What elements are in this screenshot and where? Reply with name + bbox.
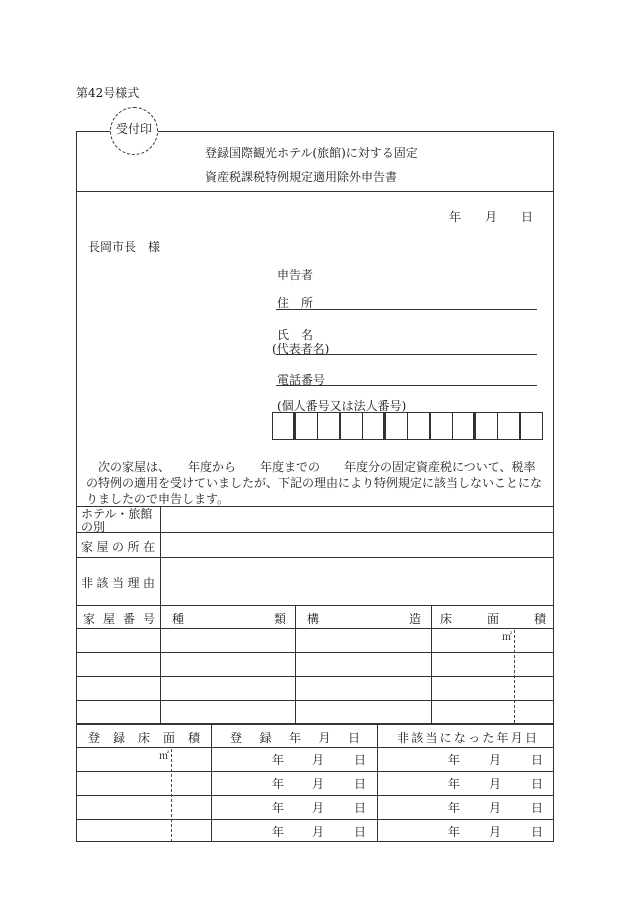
reason-label-char: 該 xyxy=(96,576,109,590)
phone-field[interactable] xyxy=(276,385,537,386)
id-digit-box[interactable] xyxy=(295,412,318,440)
hotel-type-label-line-1: ホテル・旅館 xyxy=(81,507,153,521)
table2-row2-bottom xyxy=(76,795,554,796)
reg-date-year-label: 年 xyxy=(272,801,285,815)
ineligible-date-header-char: た xyxy=(482,731,495,745)
address-field[interactable] xyxy=(276,309,537,310)
reg-area-header-char: 登 xyxy=(88,731,101,745)
table2-row1-bottom xyxy=(76,771,554,772)
id-digit-box[interactable] xyxy=(452,412,475,440)
representative-label: (代表者名) xyxy=(272,342,330,356)
house-number-header xyxy=(83,610,155,627)
reg-date-day-label: 日 xyxy=(354,825,367,839)
location-label xyxy=(81,538,155,555)
location-label-char: 屋 xyxy=(96,540,109,554)
structure-header-char: 構 xyxy=(307,612,320,626)
table2-col-2 xyxy=(377,723,378,842)
location-label-char: 家 xyxy=(81,540,94,554)
ineligible-date-day-label: 日 xyxy=(531,753,544,767)
house-number-header-char: 号 xyxy=(142,612,155,626)
location-label-char: 在 xyxy=(142,540,155,554)
floor-area-header xyxy=(440,610,546,627)
table1-header-bottom xyxy=(76,628,554,629)
addressee: 長岡市長 様 xyxy=(88,240,161,254)
address-label: 住 所 xyxy=(277,296,314,310)
info-column-divider xyxy=(160,506,161,605)
id-number-label: (個人番号又は法人番号) xyxy=(277,399,407,413)
structure-header-char: 造 xyxy=(408,612,421,626)
divider-location xyxy=(76,557,554,558)
type-header-char: 種 xyxy=(172,612,185,626)
reg-date-month-label: 月 xyxy=(312,801,325,815)
reg-date-month-label: 月 xyxy=(312,825,325,839)
table1-col-1 xyxy=(160,605,161,723)
floor-area-header-char: 面 xyxy=(486,612,499,626)
reason-label-char: 由 xyxy=(142,576,155,590)
house-number-header-char: 番 xyxy=(122,612,135,626)
structure-header xyxy=(307,610,421,627)
reg-date-header-char: 登 xyxy=(230,731,243,745)
ineligible-date-day-label: 日 xyxy=(531,825,544,839)
ineligible-date-header-char: 年 xyxy=(496,731,509,745)
ineligible-date-header xyxy=(397,729,537,746)
reg-date-day-label: 日 xyxy=(354,753,367,767)
declaration-line-1: 次の家屋は、 年度から 年度までの 年度分の固定資産税について、税率 xyxy=(86,460,536,474)
reg-area-header-char: 積 xyxy=(187,731,200,745)
floor-area-header-char: 積 xyxy=(533,612,546,626)
declaration-line-2: の特例の適用を受けていましたが、下記の理由により特例規定に該当しないことにな xyxy=(86,476,543,490)
ineligible-date-year-label: 年 xyxy=(448,753,461,767)
reg-area-header-char: 録 xyxy=(112,731,125,745)
table1-bottom xyxy=(76,723,554,725)
reg-date-year-label: 年 xyxy=(272,777,285,791)
reg-date-month-label: 月 xyxy=(312,777,325,791)
reg-area-header xyxy=(88,729,200,746)
stamp-label: 受付印 xyxy=(115,122,152,136)
ineligible-date-day-label: 日 xyxy=(531,801,544,815)
ineligible-date-month-label: 月 xyxy=(489,801,502,815)
table2-header-bottom xyxy=(76,747,554,748)
reason-label-char: 理 xyxy=(127,576,140,590)
reason-label-char: 当 xyxy=(111,576,124,590)
name-field[interactable] xyxy=(276,354,537,355)
ineligible-date-header-char: 当 xyxy=(425,731,438,745)
ineligible-date-year-label: 年 xyxy=(448,777,461,791)
phone-label: 電話番号 xyxy=(277,373,326,387)
reason-label xyxy=(81,574,155,591)
ineligible-date-header-char: 日 xyxy=(524,731,537,745)
ineligible-date-header-char: 該 xyxy=(411,731,424,745)
ineligible-date-month-label: 月 xyxy=(489,777,502,791)
applicant-heading: 申告者 xyxy=(277,268,314,282)
form-number: 第42号様式 xyxy=(76,86,140,100)
type-header-char: 類 xyxy=(273,612,286,626)
table1-row2-bottom xyxy=(76,676,554,677)
reg-date-day-label: 日 xyxy=(354,801,367,815)
title-line-1: 登録国際観光ホテル(旅館)に対する固定 xyxy=(205,146,418,160)
date-month-label: 月 xyxy=(485,210,498,224)
id-digit-box[interactable] xyxy=(475,412,498,440)
ineligible-date-header-char: っ xyxy=(468,731,481,745)
reg-area-header-char: 床 xyxy=(137,731,150,745)
reg-date-year-label: 年 xyxy=(272,753,285,767)
divider-reason xyxy=(76,605,554,606)
table1-col-3 xyxy=(431,605,432,723)
table1-row3-bottom xyxy=(76,700,554,701)
ineligible-date-day-label: 日 xyxy=(531,777,544,791)
ineligible-date-header-char: 非 xyxy=(397,731,410,745)
location-label-char: 所 xyxy=(127,540,140,554)
hotel-type-label xyxy=(81,508,152,534)
id-digit-box[interactable] xyxy=(385,412,408,440)
id-digit-box[interactable] xyxy=(407,412,430,440)
ineligible-date-header-char: に xyxy=(439,731,452,745)
type-header xyxy=(172,610,286,627)
reg-date-header-char: 月 xyxy=(318,731,331,745)
id-digit-box[interactable] xyxy=(362,412,385,440)
reg-date-header-char: 年 xyxy=(288,731,301,745)
reg-date-year-label: 年 xyxy=(272,825,285,839)
reg-area-header-char: 面 xyxy=(162,731,175,745)
id-digit-box[interactable] xyxy=(317,412,340,440)
id-digit-box[interactable] xyxy=(340,412,363,440)
ineligible-date-year-label: 年 xyxy=(448,825,461,839)
reg-date-header-char: 録 xyxy=(259,731,272,745)
reg-date-month-label: 月 xyxy=(312,753,325,767)
reception-stamp xyxy=(110,107,158,155)
declaration-text xyxy=(86,459,546,507)
reg-date-header xyxy=(230,729,360,746)
title-line-2: 資産税課税特例規定適用除外申告書 xyxy=(205,170,398,184)
table1-row1-bottom xyxy=(76,652,554,653)
reg-area-unit: ㎡ xyxy=(159,751,169,762)
hotel-type-label-line-2: の別 xyxy=(81,520,106,534)
divider-title xyxy=(76,191,554,192)
ineligible-date-year-label: 年 xyxy=(448,801,461,815)
ineligible-date-month-label: 月 xyxy=(489,753,502,767)
ineligible-date-header-char: 月 xyxy=(510,731,523,745)
ineligible-date-month-label: 月 xyxy=(489,825,502,839)
date-year-label: 年 xyxy=(449,210,462,224)
id-digit-box[interactable] xyxy=(497,412,520,440)
location-label-char: の xyxy=(111,540,124,554)
name-label: 氏 名 xyxy=(277,328,314,342)
floor-area-header-char: 床 xyxy=(440,612,453,626)
declaration-line-3: りましたので申告します。 xyxy=(86,492,230,506)
reg-area-decimal-guide xyxy=(171,749,172,842)
reg-date-day-label: 日 xyxy=(354,777,367,791)
floor-area-unit: ㎡ xyxy=(502,632,512,643)
table1-col-2 xyxy=(295,605,296,723)
reg-date-header-char: 日 xyxy=(347,731,360,745)
table2-row3-bottom xyxy=(76,819,554,820)
date-day-label: 日 xyxy=(521,210,534,224)
id-digit-box[interactable] xyxy=(520,412,543,440)
reason-label-char: 非 xyxy=(81,576,94,590)
ineligible-date-header-char: な xyxy=(453,731,466,745)
table2-col-1 xyxy=(211,723,212,842)
floor-area-decimal-guide xyxy=(514,630,515,723)
id-digit-box[interactable] xyxy=(430,412,453,440)
house-number-header-char: 家 xyxy=(83,612,96,626)
house-number-header-char: 屋 xyxy=(102,612,115,626)
id-digit-box[interactable] xyxy=(272,412,295,440)
